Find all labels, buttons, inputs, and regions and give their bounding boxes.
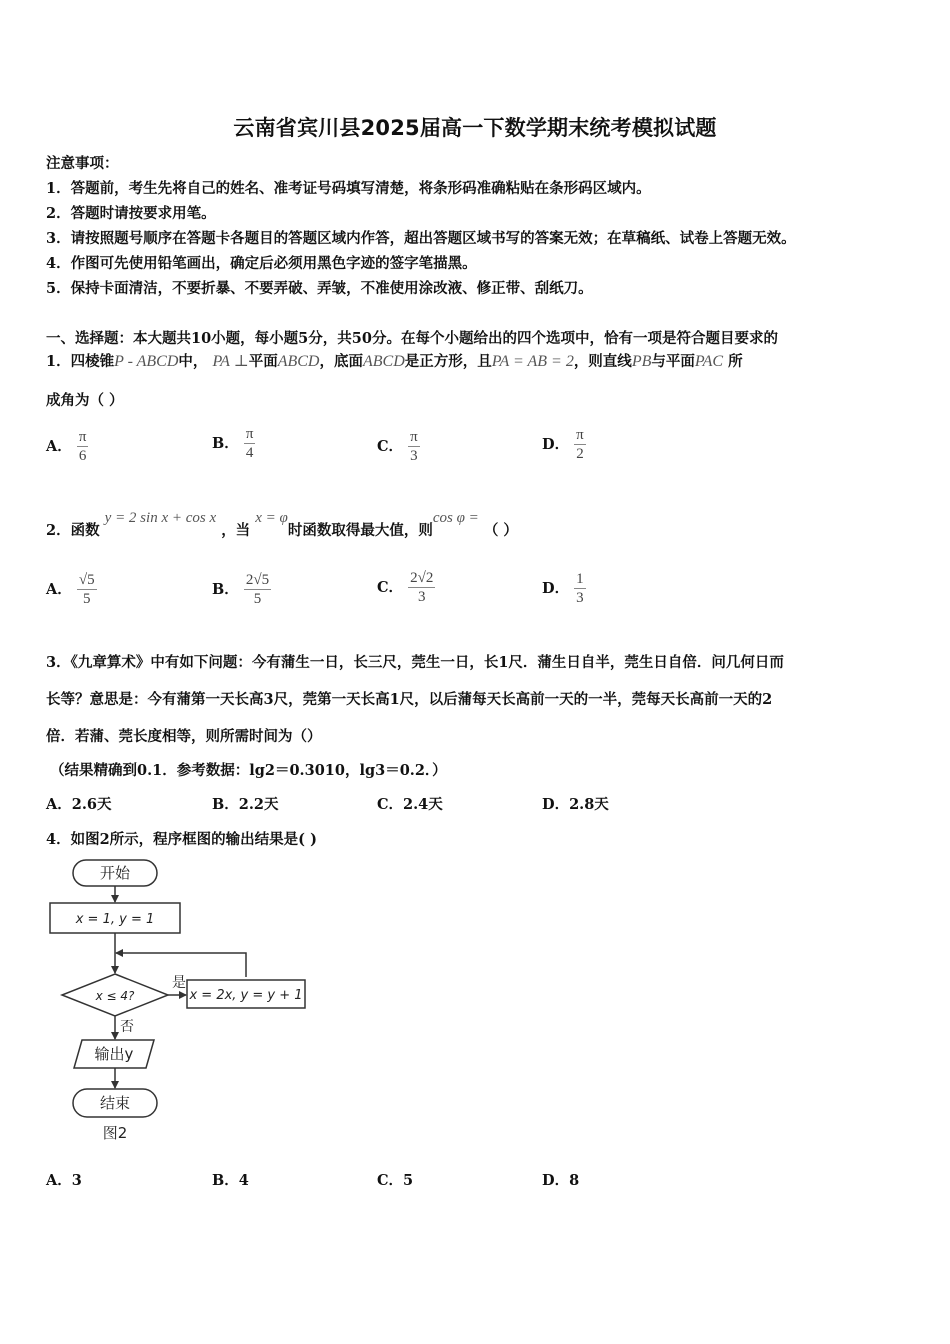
question-1-stem-line2: 成角为（ ） <box>46 392 124 409</box>
denominator: 3 <box>418 589 426 605</box>
option-label: D． <box>542 436 570 453</box>
denominator: 6 <box>78 448 87 464</box>
math: PA ⊥ <box>212 353 249 370</box>
math: x = φ <box>255 510 288 526</box>
numerator: π <box>576 427 584 443</box>
numerator: 1 <box>576 571 584 587</box>
start-label: 开始 <box>99 864 131 882</box>
math: P - ABCD <box>114 353 179 370</box>
update-label: x = 2x, y = y + 1 <box>189 988 303 1003</box>
denominator: 5 <box>253 591 262 607</box>
denominator: 4 <box>245 445 254 461</box>
notice-heading: 注意事项： <box>46 155 119 172</box>
question-3-line: 3．《九章算术》中有如下问题：今有蒲生一日，长三尺，莞生一日，长1尺．蒲生日自半，莞生日自倍．问几何日而 <box>46 654 784 671</box>
fraction <box>408 428 420 465</box>
fraction <box>244 425 256 462</box>
question-3-note: （结果精确到0.1．参考数据：lg2＝0.3010，lg3＝0.2．） <box>50 762 447 779</box>
text: 是正方形，且 <box>404 353 492 370</box>
numerator: π <box>410 429 418 445</box>
numerator: 2√5 <box>245 572 270 588</box>
option-a[interactable] <box>46 428 88 465</box>
option-b[interactable] <box>212 571 271 608</box>
question-3-line: 倍．若蒲、莞长度相等，则所需时间为（） <box>46 728 322 745</box>
fraction <box>574 426 586 463</box>
denominator: 3 <box>576 590 584 606</box>
math: PB <box>631 353 652 370</box>
option-label: D． <box>542 580 570 597</box>
no-label: 否 <box>120 1019 134 1035</box>
math: cos φ = <box>432 510 479 526</box>
end-label: 结束 <box>99 1094 131 1112</box>
option-d[interactable]: D．2.8天 <box>542 796 609 813</box>
text: 所 <box>728 353 743 370</box>
init-label: x = 1, y = 1 <box>75 912 155 927</box>
option-c[interactable]: C．5 <box>377 1172 414 1189</box>
option-c[interactable] <box>377 428 420 465</box>
math: PAC <box>694 353 724 370</box>
loop-arrow <box>116 953 246 977</box>
numerator: √5 <box>78 572 95 588</box>
math: PA = AB = 2 <box>491 353 574 370</box>
question-1-stem <box>46 350 743 371</box>
yes-label: 是 <box>172 975 186 991</box>
notice-item: 3．请按照题号顺序在答题卡各题目的答题区域内作答，超出答题区域书写的答案无效；在草稿纸、试卷上答题无效。 <box>46 230 796 247</box>
fraction <box>244 571 271 608</box>
option-d[interactable]: D．8 <box>542 1172 580 1189</box>
page-title: 云南省宾川县2025届高一下数学期末统考模拟试题 <box>233 116 717 140</box>
flowchart-figure <box>40 850 320 1150</box>
option-d[interactable] <box>542 426 586 463</box>
fraction <box>574 570 586 607</box>
math: ABCD <box>362 353 405 370</box>
numerator: 2√2 <box>410 570 434 586</box>
option-label: A． <box>46 581 72 598</box>
text: 时函数取得最大值，则 <box>287 522 433 539</box>
output-label: 输出y <box>94 1045 134 1063</box>
option-a[interactable]: A．2.6天 <box>46 796 112 813</box>
option-b[interactable] <box>212 425 255 462</box>
fraction <box>77 571 97 608</box>
option-d[interactable] <box>542 570 586 607</box>
question-number: 2． <box>46 522 71 539</box>
option-label: A． <box>46 438 72 455</box>
option-c[interactable] <box>377 569 435 606</box>
question-2-stem <box>46 506 518 539</box>
numerator: π <box>78 429 87 445</box>
option-label: B． <box>212 581 239 598</box>
notice-item: 2．答题时请按要求用笔。 <box>46 205 216 222</box>
fraction <box>408 569 435 606</box>
text: 平面 <box>248 353 278 370</box>
text: 中， <box>178 353 208 370</box>
fraction <box>77 428 89 465</box>
decision-label: x ≤ 4? <box>95 989 135 1003</box>
option-a[interactable] <box>46 571 97 608</box>
option-c[interactable]: C．2.4天 <box>377 796 443 813</box>
option-b[interactable]: B．2.2天 <box>212 796 279 813</box>
text: ，当 <box>221 522 251 539</box>
question-4-stem: 4．如图2所示，程序框图的输出结果是( ) <box>46 831 317 848</box>
question-3-line: 长等？意思是：今有蒲第一天长高3尺，莞第一天长高1尺，以后蒲每天长高前一天的一半，莞每天长高前一天的2 <box>46 691 773 708</box>
text: （ ） <box>483 522 518 539</box>
text: 函数 <box>70 522 100 539</box>
option-label: C． <box>377 438 404 455</box>
text: ，底面 <box>319 353 363 370</box>
notice-item: 1．答题前，考生先将自己的姓名、准考证号码填写清楚，将条形码准确粘贴在条形码区域内。 <box>46 180 651 197</box>
denominator: 2 <box>576 446 584 462</box>
option-a[interactable]: A．3 <box>46 1172 82 1189</box>
figure-caption: 图2 <box>102 1124 128 1142</box>
math: y = 2 sin x + cos x <box>104 510 217 526</box>
text: 与平面 <box>651 353 695 370</box>
denominator: 5 <box>82 591 91 607</box>
text: 四棱锥 <box>70 353 115 370</box>
option-label: B． <box>212 435 239 452</box>
math: ABCD <box>277 353 320 370</box>
section-heading: 一、选择题：本大题共10小题，每小题5分，共50分。在每个小题给出的四个选项中，恰有一项是符合题目要求的 <box>46 330 778 347</box>
numerator: π <box>245 426 254 442</box>
question-number: 1． <box>46 353 71 370</box>
notice-item: 5．保持卡面清洁，不要折暴、不要弄破、弄皱，不准使用涂改液、修正带、刮纸刀。 <box>46 280 593 297</box>
option-b[interactable]: B．4 <box>212 1172 249 1189</box>
notice-item: 4．作图可先使用铅笔画出，确定后必须用黑色字迹的签字笔描黑。 <box>46 255 477 272</box>
option-label: C． <box>377 579 404 596</box>
text: ，则直线 <box>573 353 632 370</box>
denominator: 3 <box>410 448 418 464</box>
